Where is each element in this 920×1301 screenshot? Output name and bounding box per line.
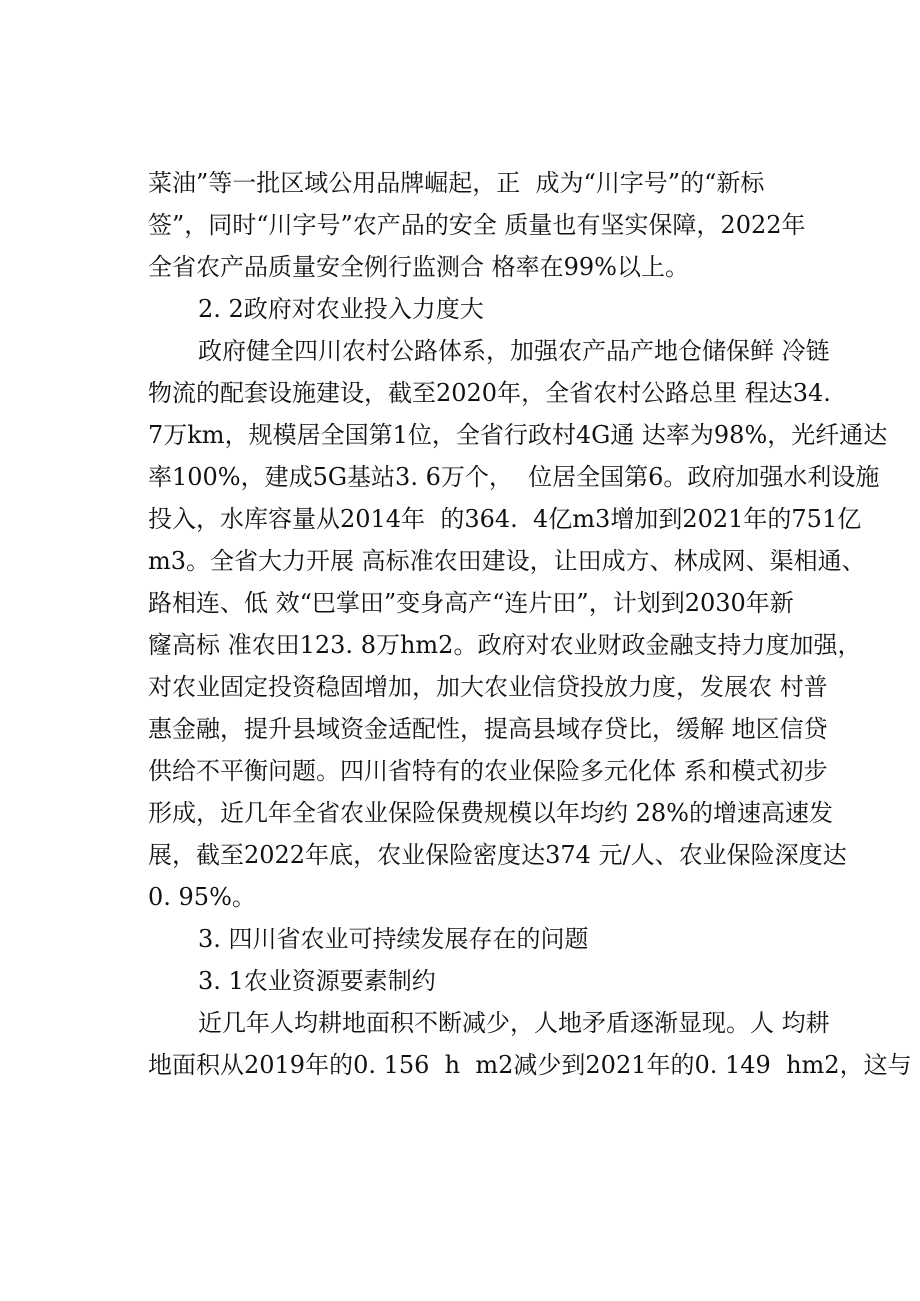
paragraph-line: 路相连、低 效“巴掌田”变身高产“连片田”，计划到2030年新	[148, 589, 794, 617]
section-heading: 2. 2政府对农业投入力度大	[198, 295, 484, 323]
paragraph-line: 地面积从2019年的0. 156 h m2减少到2021年的0. 149 hm2，这与	[148, 1051, 912, 1079]
paragraph-line: 窿高标 准农田123. 8万hm2。政府对农业财政金融支持力度加强，	[148, 631, 862, 659]
paragraph-line: 率100%，建成5G基站3. 6万个， 位居全国第6。政府加强水利设施	[148, 463, 880, 491]
paragraph-line: 对农业固定投资稳固增加，加大农业信贷投放力度，发展农 村普	[148, 673, 828, 701]
paragraph-line: 签”，同时“川字号”农产品的安全 质量也有坚实保障，2022年	[148, 211, 806, 239]
paragraph-line: 近几年人均耕地面积不断减少，人地矛盾逐渐显现。人 均耕	[198, 1009, 830, 1037]
paragraph-line: 菜油”等一批区域公用品牌崛起，正 成为“川字号”的“新标	[148, 169, 765, 197]
section-heading: 3. 1农业资源要素制约	[198, 967, 436, 995]
paragraph-line: 政府健全四川农村公路体系，加强农产品产地仓储保鲜 冷链	[198, 337, 830, 365]
paragraph-line: 供给不平衡问题。四川省特有的农业保险多元化体 系和模式初步	[148, 757, 828, 785]
paragraph-line: 全省农产品质量安全例行监测合 格率在99%以上。	[148, 253, 689, 281]
paragraph-line: 惠金融，提升县域资金适配性，提高县域存贷比，缓解 地区信贷	[148, 715, 828, 743]
paragraph-line: m3。全省大力开展 高标准农田建设，让田成方、林成网、渠相通、	[148, 547, 866, 575]
paragraph-line: 投入，水库容量从2014年 的364. 4亿m3增加到2021年的751亿	[148, 505, 862, 533]
paragraph-line: 7万km，规模居全国第1位，全省行政村4G通 达率为98%，光纤通达	[148, 421, 888, 449]
paragraph-line: 0. 95%。	[148, 883, 256, 911]
paragraph-line: 形成，近几年全省农业保险保费规模以年均约 28%的增速高速发	[148, 799, 833, 827]
paragraph-line: 展，截至2022年底，农业保险密度达374 元/人、农业保险深度达	[148, 841, 847, 869]
section-heading: 3. 四川省农业可持续发展存在的问题	[198, 925, 589, 953]
paragraph-line: 物流的配套设施建设，截至2020年，全省农村公路总里 程达34.	[148, 379, 831, 407]
